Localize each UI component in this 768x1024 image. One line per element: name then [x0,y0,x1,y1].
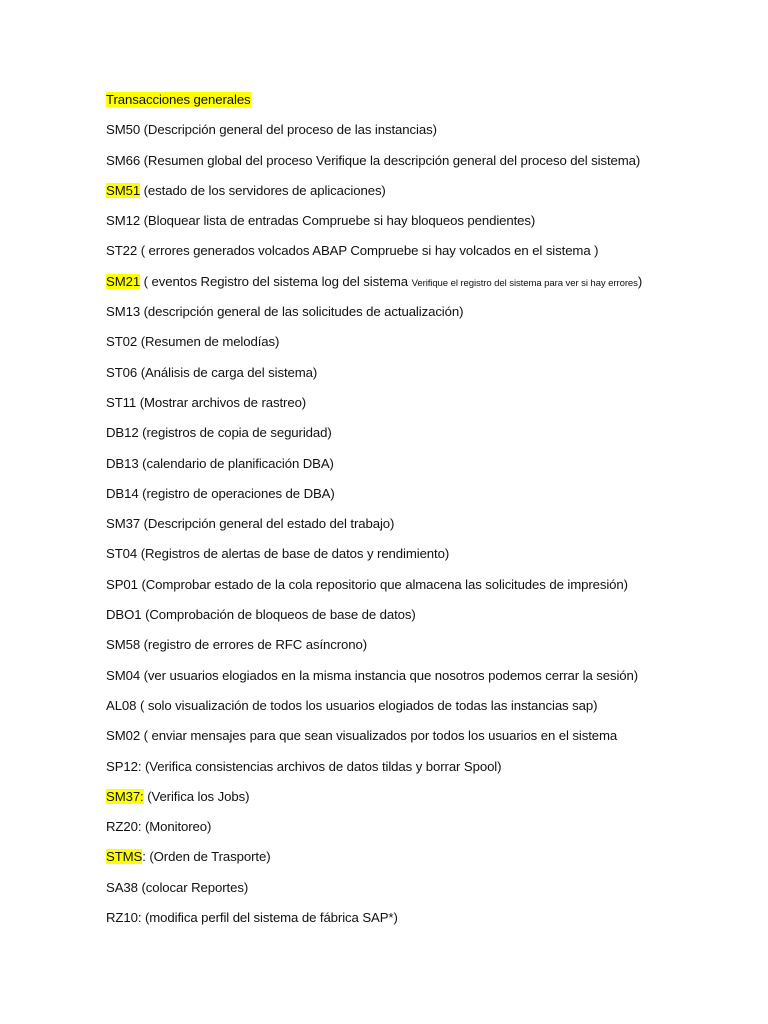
transaction-description: (modifica perfil del sistema de fábrica SAP*) [141,910,398,926]
transaction-description: ( solo visualización de todos los usuarios elogiados de todas las instancias sap) [136,697,598,713]
transaction-code: SM04 [106,667,141,683]
transaction-code: SM13 [106,304,141,320]
transaction-description: (Verifica consistencias archivos de datos tildas y borrar Spool) [141,758,502,774]
line-container [106,118,746,936]
transaction-line [106,755,746,785]
transaction-description: (Resumen de melodías) [137,334,280,350]
transaction-description: (descripción general de las solicitudes de actualización) [140,304,464,320]
transaction-code: DB13 [106,455,139,471]
transaction-code: SP01 [106,576,138,592]
transaction-line [106,239,746,269]
transaction-line [106,633,746,663]
transaction-code: SM37 [106,516,141,532]
transaction-line [106,573,746,603]
transaction-line [106,845,746,875]
transaction-note: Verifique el registro del sistema para ver si hay errores [411,277,638,289]
transaction-description: (Bloquear lista de entradas Compruebe si hay bloqueos pendientes) [140,213,536,229]
transaction-line [106,452,746,482]
transaction-line [106,300,746,330]
transaction-code: ST22 [106,243,138,259]
transaction-description: (colocar Reportes) [137,879,249,895]
document-heading [106,88,746,118]
transaction-line [106,603,746,633]
transaction-description: (Comprobar estado de la cola repositorio que almacena las solicitudes de impresión) [137,576,628,592]
transaction-list [106,88,746,936]
transaction-line [106,785,746,815]
transaction-code: AL08 [106,697,137,713]
transaction-line [106,542,746,572]
transaction-code: STMS [106,849,143,865]
transaction-code: ST11 [106,394,137,410]
transaction-code: ST04 [106,546,138,562]
transaction-line [106,149,746,179]
transaction-line [106,876,746,906]
transaction-description: (Monitoreo) [141,819,212,835]
transaction-code: RZ10: [106,910,142,926]
transaction-code: ST06 [106,364,138,380]
transaction-code: SM12 [106,213,141,229]
transaction-code: DBO1 [106,607,142,623]
transaction-code: SM66 [106,152,141,168]
transaction-description: (ver usuarios elogiados en la misma instancia que nosotros podemos cerrar la sesión) [140,667,639,683]
transaction-line [106,724,746,754]
transaction-description: (Registros de alertas de base de datos y rendimiento) [137,546,450,562]
transaction-code: DB14 [106,485,139,501]
transaction-description: (Descripción general del proceso de las instancias) [140,122,437,138]
transaction-line [106,330,746,360]
transaction-code: RZ20: [106,819,142,835]
transaction-code: ST02 [106,334,138,350]
transaction-code: SM50 [106,122,141,138]
transaction-description: (registro de operaciones de DBA) [138,485,335,501]
transaction-description: ( eventos Registro del sistema log del sistema [140,273,412,289]
transaction-code: SA38 [106,879,138,895]
transaction-description: : (Orden de Trasporte) [142,849,271,865]
transaction-code: SM02 [106,728,141,744]
transaction-line [106,209,746,239]
transaction-description: (Mostrar archivos de rastreo) [136,394,307,410]
transaction-description: (Descripción general del estado del trabajo) [140,516,395,532]
transaction-line [106,421,746,451]
transaction-description: (Análisis de carga del sistema) [137,364,318,380]
transaction-code: SP12: [106,758,142,774]
transaction-line [106,361,746,391]
transaction-line [106,391,746,421]
transaction-description: ( enviar mensajes para que sean visualizados por todos los usuarios en el sistema [140,728,618,744]
transaction-description: (estado de los servidores de aplicaciones) [140,182,386,198]
transaction-line [106,694,746,724]
transaction-code: SM37: [106,788,144,804]
transaction-code: SM58 [106,637,141,653]
transaction-description: ( errores generados volcados ABAP Compruebe si hay volcados en el sistema ) [137,243,599,259]
transaction-line [106,664,746,694]
transaction-tail: ) [637,273,643,289]
transaction-line [106,482,746,512]
heading-text: Transacciones generales [106,92,251,107]
transaction-description: (registro de errores de RFC asíncrono) [140,637,368,653]
transaction-code: DB12 [106,425,139,441]
transaction-line [106,179,746,209]
transaction-code: SM21 [106,273,141,289]
transaction-line [106,815,746,845]
transaction-description: (Comprobación de bloqueos de base de datos) [141,607,416,623]
transaction-code: SM51 [106,182,141,198]
transaction-description: (Verifica los Jobs) [143,788,250,804]
transaction-line [106,270,746,300]
transaction-description: (calendario de planificación DBA) [138,455,334,471]
transaction-line [106,118,746,148]
transaction-description: (registros de copia de seguridad) [138,425,332,441]
transaction-line [106,906,746,936]
transaction-description: (Resumen global del proceso Verifique la descripción general del proceso del sistema) [140,152,641,168]
transaction-line [106,512,746,542]
